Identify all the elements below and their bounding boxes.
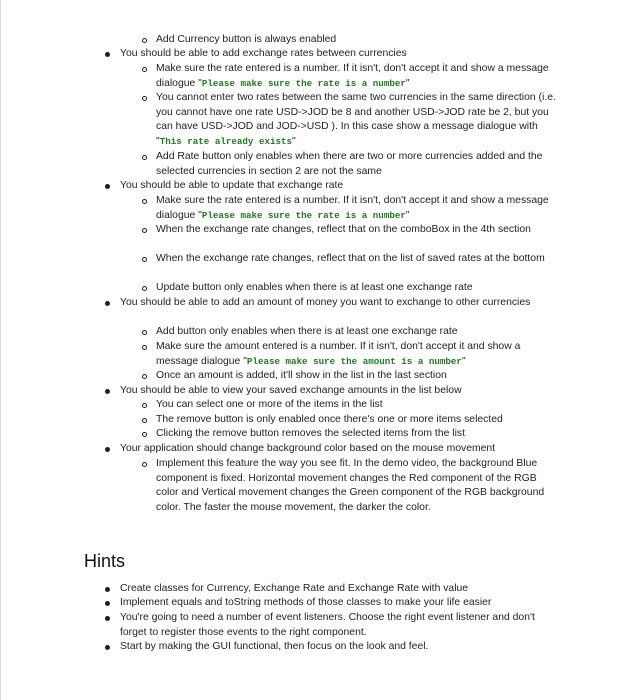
item-text: Make sure the rate entered is a number. If it isn't, don't accept it and show a message dialogue ": [156, 195, 549, 221]
requirements-item: [156, 369, 560, 384]
requirements-item: [120, 179, 560, 194]
page-left-edge: [0, 0, 1, 700]
bullet-marker: [105, 447, 110, 452]
bullet-marker: [105, 389, 110, 394]
item-text: Implement equals and toString methods of those classes to make your life easier: [120, 597, 492, 608]
hints.items-item: [120, 640, 560, 655]
item-text: When the exchange rate changes, reflect that on the comboBox in the 4th section: [156, 224, 531, 235]
sub-bullet-marker: [142, 432, 147, 437]
sub-bullet-marker: [142, 345, 147, 350]
item-text: Add Currency button is always enabled: [156, 34, 337, 45]
sub-bullet-marker: [142, 199, 147, 204]
hints.items-item: [120, 596, 560, 611]
requirements-item: [156, 62, 560, 91]
message-code: Please make sure the rate is a number: [201, 209, 406, 221]
item-text: Add Rate button only enables when there are two or more currencies added and the selected currencies in section 2 are not the same: [156, 151, 543, 177]
bullet-marker: [105, 616, 110, 621]
bullet-marker: [105, 645, 110, 650]
sub-bullet-marker: [142, 418, 147, 423]
item-text: When the exchange rate changes, reflect that on the list of saved rates at the bottom: [156, 253, 545, 264]
item-text: Add button only enables when there is at least one exchange rate: [156, 326, 458, 337]
requirements-item: [156, 194, 560, 223]
requirements-item: [156, 413, 560, 428]
sub-bullet-marker: [142, 330, 147, 335]
sub-bullet-marker: [142, 228, 147, 233]
bullet-marker: [105, 301, 110, 306]
item-text: You should be able to add an amount of money you want to exchange to other currencies: [120, 297, 531, 308]
sub-bullet-marker: [142, 96, 147, 101]
requirements-item: [156, 252, 560, 267]
item-text: ": [405, 77, 410, 89]
sub-bullet-marker: [142, 403, 147, 408]
message-code: Please make sure the rate is a number: [201, 77, 406, 89]
item-text: Start by making the GUI functional, then focus on the look and feel.: [120, 641, 429, 652]
item-text: Create classes for Currency, Exchange Rate and Exchange Rate with value: [120, 583, 469, 594]
requirements-item: [156, 281, 560, 296]
item-text: You can select one or more of the items in the list: [156, 399, 383, 410]
message-code: Please make sure the amount is a number: [246, 355, 462, 367]
item-text: You're going to need a number of event listeners. Choose the right event listener and don't forget to register those events to the right component.: [120, 612, 535, 638]
item-text: You should be able to add exchange rates between currencies: [120, 48, 407, 59]
bullet-marker: [105, 52, 110, 57]
item-text: You cannot enter two rates between the same two currencies in the same direction (i.e. you cannot have one rate USD->JOD be 8 and another USD->JOD rate be 2, but you can have USD->JOD and JOD->USD ). In this case show a message dialogue with ": [156, 92, 556, 147]
item-text: ": [461, 355, 466, 367]
hints-heading: Hints: [84, 551, 126, 571]
sub-bullet-marker: [142, 67, 147, 72]
item-text: Implement this feature the way you see fit. In the demo video, the background Blue component is fixed. Horizontal movement changes the Red component of the RGB color and Vertical movement changes the Green component of the RGB background color. The faster the mouse movement, the darker the color.: [156, 458, 545, 513]
item-text: Your application should change background color based on the mouse movement: [120, 443, 496, 454]
requirements-item: [156, 33, 560, 48]
item-text: You should be able to view your saved exchange amounts in the list below: [120, 385, 462, 396]
item-text: The remove button is only enabled once there's one or more items selected: [156, 414, 503, 425]
requirements-item: [120, 296, 560, 311]
requirements-item: [120, 384, 560, 399]
item-text: ": [292, 135, 296, 147]
sub-bullet-marker: [142, 38, 147, 43]
requirements-item: [156, 427, 560, 442]
bullet-marker: [105, 587, 110, 592]
bullet-marker: [105, 184, 110, 189]
requirements-item: [120, 47, 560, 62]
item-text: ": [405, 209, 410, 221]
hints.items-item: [120, 582, 560, 597]
message-code: This rate already exists: [159, 135, 293, 147]
item-text: Make sure the rate entered is a number. If it isn't, don't accept it and show a message dialogue ": [156, 63, 549, 89]
sub-bullet-marker: [142, 257, 147, 262]
requirements-item: [156, 150, 560, 179]
item-text: You should be able to update that exchange rate: [120, 180, 344, 191]
requirements-item: [156, 91, 560, 149]
hints.items-item: [120, 611, 560, 640]
item-text: Once an amount is added, it'll show in the list in the last section: [156, 370, 447, 381]
requirements-item: [156, 325, 560, 340]
item-text: Update button only enables when there is at least one exchange rate: [156, 282, 473, 293]
requirements-item: [156, 398, 560, 413]
requirements-item: [156, 340, 560, 369]
item-text: Clicking the remove button removes the selected items from the list: [156, 428, 465, 439]
sub-bullet-marker: [142, 374, 147, 379]
item-text: Make sure the amount entered is a number. If it isn't, don't accept it and show a message dialogue ": [156, 341, 521, 367]
sub-bullet-marker: [142, 155, 147, 160]
bullet-marker: [105, 601, 110, 606]
requirements-item: [120, 442, 560, 457]
requirements-item: [156, 223, 560, 238]
sub-bullet-marker: [142, 286, 147, 291]
requirements-item: [156, 457, 560, 515]
sub-bullet-marker: [142, 462, 147, 467]
